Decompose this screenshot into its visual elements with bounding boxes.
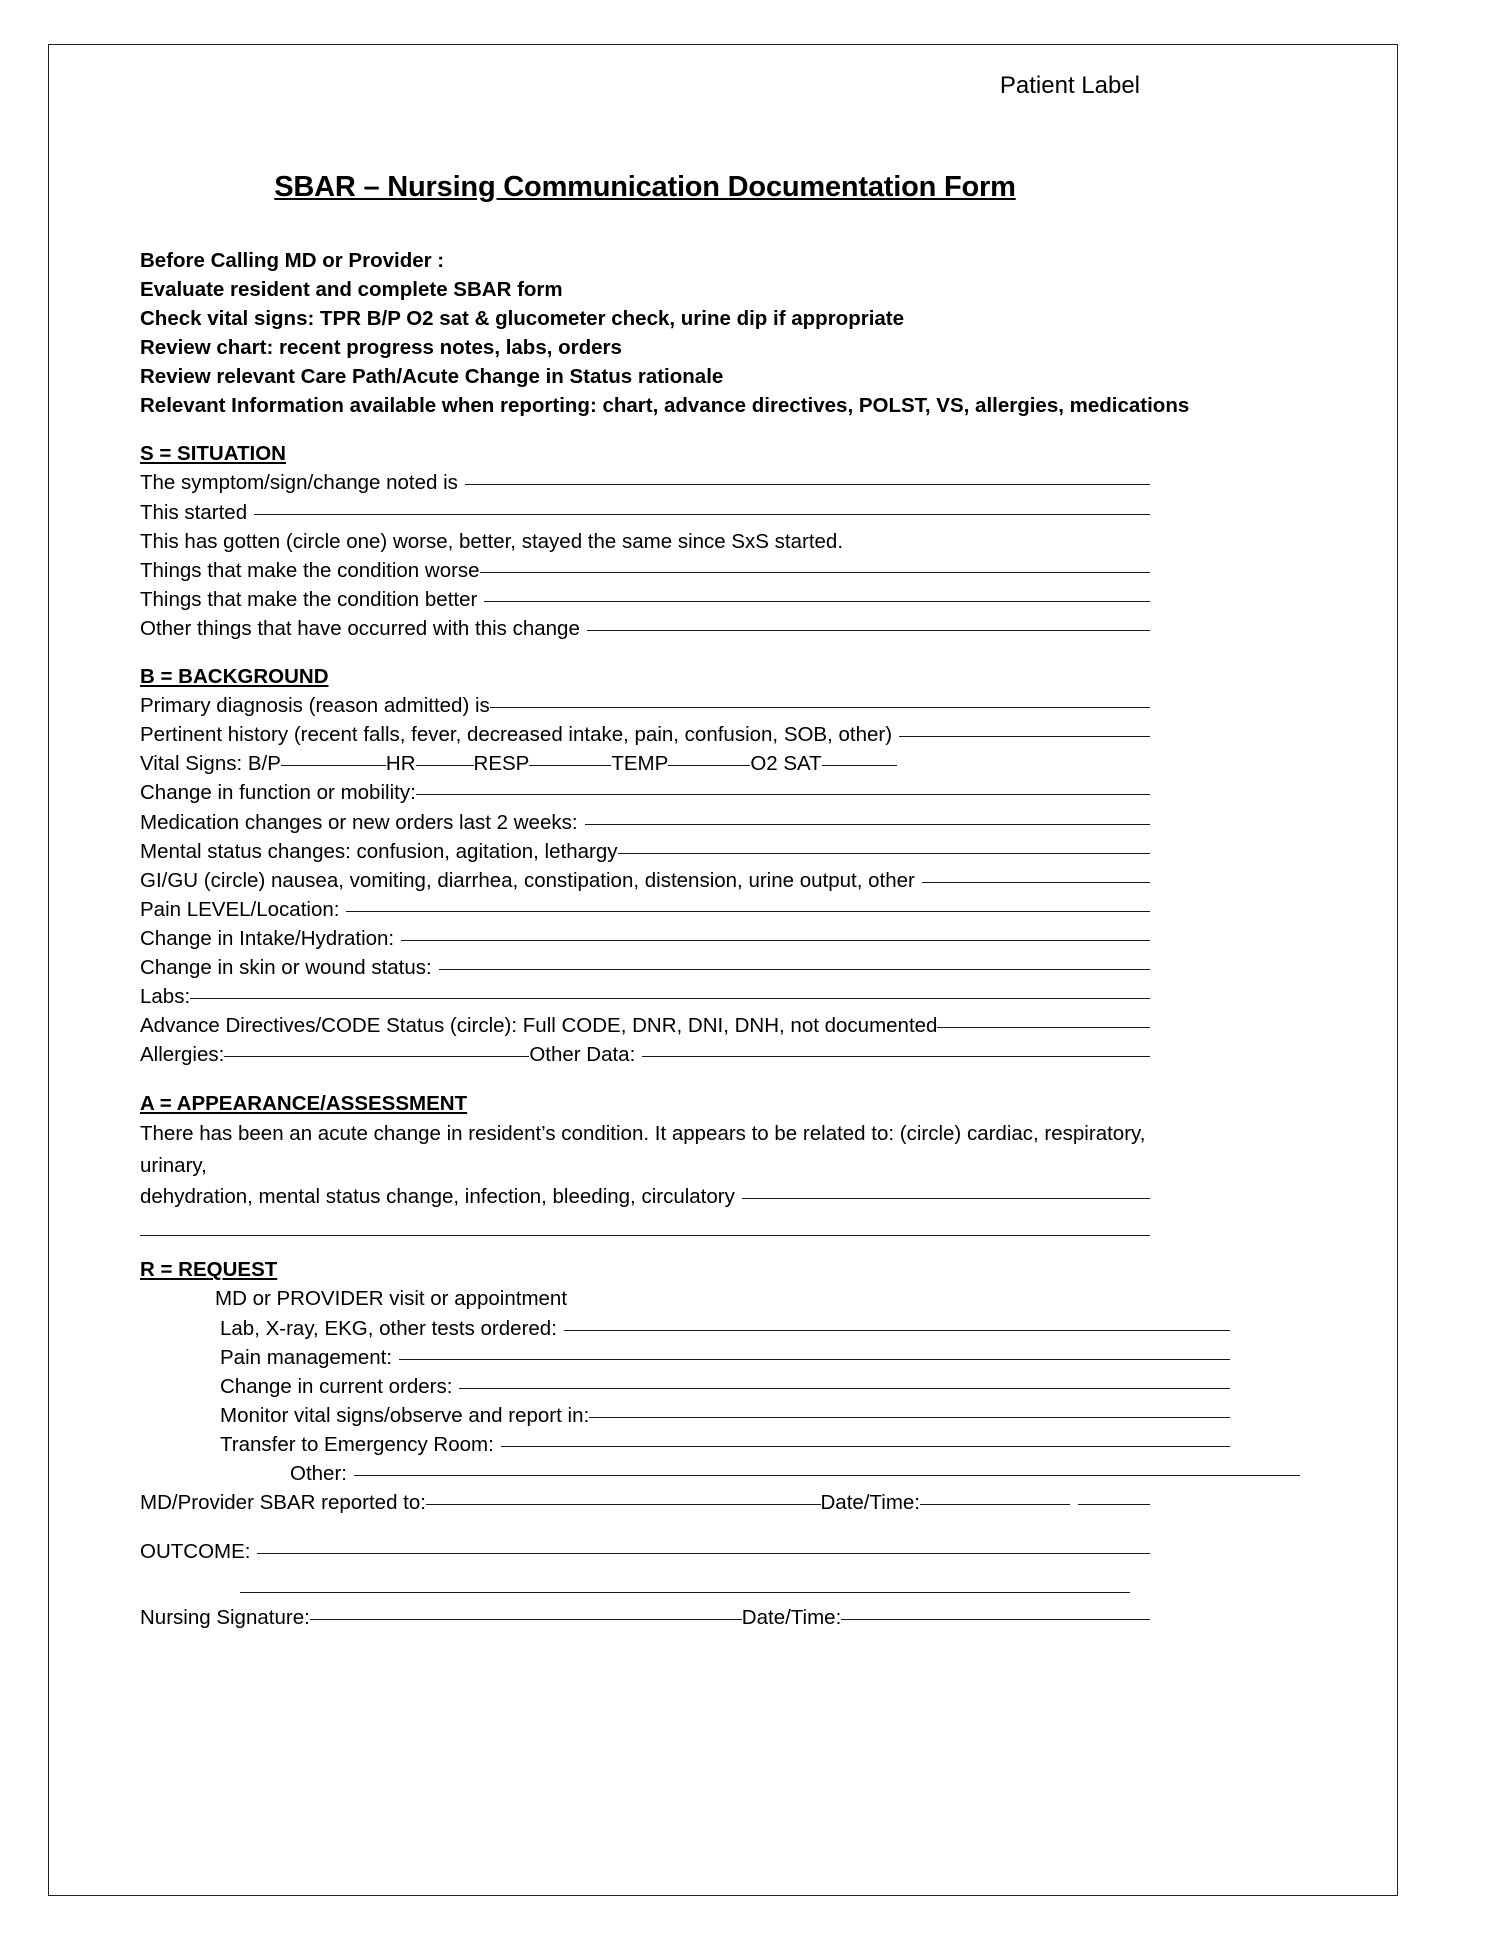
write-in-blank[interactable] bbox=[937, 1027, 1150, 1028]
write-in-blank[interactable] bbox=[587, 630, 1150, 631]
field-this-started bbox=[140, 498, 1150, 527]
outcome-label: OUTCOME: bbox=[140, 1540, 251, 1564]
field-label: Primary diagnosis (reason admitted) is bbox=[140, 694, 490, 718]
field-label: Lab, X-ray, EKG, other tests ordered: bbox=[220, 1316, 557, 1340]
field-advance-directives bbox=[140, 1011, 1150, 1040]
field-label: Pertinent history (recent falls, fever, decreased intake, pain, confusion, SOB, other) bbox=[140, 723, 893, 747]
field-label: dehydration, mental status change, infection, bleeding, circulatory bbox=[140, 1185, 735, 1209]
field-primary-diagnosis bbox=[140, 691, 1150, 720]
instruction-line-3: Check vital signs: TPR B/P O2 sat & glucometer check, urine dip if appropriate bbox=[140, 307, 905, 331]
field-condition-better bbox=[140, 585, 1150, 614]
reported-to-blank[interactable] bbox=[426, 1504, 821, 1505]
field-label: Mental status changes: confusion, agitation, lethargy bbox=[140, 839, 618, 863]
write-in-blank[interactable] bbox=[501, 1446, 1230, 1447]
field-label: This started bbox=[140, 500, 248, 524]
form-content bbox=[140, 60, 1190, 1632]
vitals-temp-label: TEMP bbox=[611, 752, 669, 776]
field-labs bbox=[140, 982, 1150, 1011]
vitals-o2sat-blank[interactable] bbox=[822, 765, 897, 766]
write-in-blank[interactable] bbox=[416, 794, 1150, 795]
write-in-blank[interactable] bbox=[742, 1198, 1150, 1199]
field-pain-level bbox=[140, 895, 1150, 924]
section-heading-request: R = REQUEST bbox=[140, 1258, 278, 1282]
field-label: Change in function or mobility: bbox=[140, 781, 416, 805]
write-in-blank[interactable] bbox=[899, 736, 1150, 737]
vitals-resp-label: RESP bbox=[473, 752, 530, 776]
request-other bbox=[140, 1459, 1300, 1488]
write-in-blank[interactable] bbox=[564, 1330, 1230, 1331]
signature-datetime-blank[interactable] bbox=[841, 1619, 1150, 1620]
vitals-o2sat-label: O2 SAT bbox=[750, 752, 822, 776]
outcome-blank[interactable] bbox=[257, 1553, 1150, 1554]
request-pain-management bbox=[140, 1343, 1230, 1372]
instruction-line-5: Review relevant Care Path/Acute Change in Status rationale bbox=[140, 365, 724, 389]
instruction-line-1: Before Calling MD or Provider : bbox=[140, 248, 445, 272]
section-heading-background: B = BACKGROUND bbox=[140, 665, 329, 689]
write-in-blank[interactable] bbox=[439, 969, 1150, 970]
patient-label: Patient Label bbox=[999, 72, 1140, 99]
field-gi-gu bbox=[140, 866, 1150, 895]
field-label: Pain management: bbox=[220, 1345, 393, 1369]
request-monitor-vitals bbox=[140, 1401, 1230, 1430]
allergies-blank[interactable] bbox=[224, 1056, 529, 1057]
field-label: MD or PROVIDER visit or appointment bbox=[215, 1287, 568, 1311]
field-medication-changes bbox=[140, 808, 1150, 837]
field-label: Other things that have occurred with this change bbox=[140, 617, 580, 640]
field-change-function bbox=[140, 778, 1150, 807]
assessment-continuation-blank[interactable] bbox=[140, 1235, 1150, 1236]
vitals-bp-blank[interactable] bbox=[281, 765, 386, 766]
field-label: Pain LEVEL/Location: bbox=[140, 897, 340, 921]
request-transfer-er bbox=[140, 1430, 1230, 1459]
field-mental-status bbox=[140, 837, 1150, 866]
field-has-gotten bbox=[140, 527, 1150, 556]
write-in-blank[interactable] bbox=[459, 1388, 1230, 1389]
page-title: SBAR – Nursing Communication Documentation Form bbox=[274, 170, 1016, 203]
write-in-blank[interactable] bbox=[618, 853, 1151, 854]
allergies-label: Allergies: bbox=[140, 1043, 225, 1067]
nursing-signature-label: Nursing Signature: bbox=[140, 1606, 310, 1630]
vitals-hr-label: HR bbox=[385, 752, 416, 776]
field-label: Monitor vital signs/observe and report in: bbox=[220, 1403, 590, 1427]
write-in-blank[interactable] bbox=[401, 940, 1150, 941]
field-nursing-signature bbox=[140, 1603, 1150, 1632]
vitals-resp-blank[interactable] bbox=[529, 765, 611, 766]
section-heading-assessment: A = APPEARANCE/ASSESSMENT bbox=[140, 1091, 468, 1115]
reported-date-blank[interactable] bbox=[920, 1504, 1070, 1505]
field-label: Things that make the condition worse bbox=[140, 558, 480, 582]
field-label: This has gotten (circle one) worse, better, stayed the same since SxS started. bbox=[140, 529, 844, 553]
field-skin-wound bbox=[140, 953, 1150, 982]
field-outcome bbox=[140, 1537, 1150, 1566]
reported-time-blank[interactable] bbox=[1078, 1504, 1150, 1505]
write-in-blank[interactable] bbox=[346, 911, 1150, 912]
write-in-blank[interactable] bbox=[585, 824, 1150, 825]
write-in-blank[interactable] bbox=[589, 1417, 1230, 1418]
field-label: The symptom/sign/change noted is bbox=[140, 471, 458, 495]
other-data-label: Other Data: bbox=[529, 1043, 636, 1067]
request-md-visit bbox=[140, 1284, 1225, 1313]
nursing-signature-blank[interactable] bbox=[310, 1619, 742, 1620]
reported-datetime-label: Date/Time: bbox=[820, 1491, 920, 1515]
vitals-temp-blank[interactable] bbox=[668, 765, 750, 766]
instruction-line-2: Evaluate resident and complete SBAR form bbox=[140, 277, 563, 301]
field-label: Advance Directives/CODE Status (circle): Full CODE, DNR, DNI, DNH, not documented bbox=[140, 1014, 938, 1038]
reported-to-label: MD/Provider SBAR reported to: bbox=[140, 1491, 426, 1515]
instructions-block bbox=[140, 246, 1190, 421]
field-label: Labs: bbox=[140, 985, 191, 1009]
field-label: Things that make the condition better bbox=[140, 587, 478, 611]
field-symptom-noted bbox=[140, 468, 1150, 497]
field-intake-hydration bbox=[140, 924, 1150, 953]
request-reported-to bbox=[140, 1488, 1150, 1517]
vitals-prefix-label: Vital Signs: B/P bbox=[140, 752, 281, 776]
write-in-blank[interactable] bbox=[190, 998, 1150, 999]
other-data-blank[interactable] bbox=[642, 1056, 1150, 1057]
field-pertinent-history bbox=[140, 720, 1150, 749]
instruction-line-4: Review chart: recent progress notes, labs, orders bbox=[140, 336, 622, 360]
section-heading-situation: S = SITUATION bbox=[140, 442, 286, 466]
assessment-paragraph-line-2 bbox=[140, 1182, 1150, 1211]
write-in-blank[interactable] bbox=[484, 601, 1150, 602]
request-change-orders bbox=[140, 1372, 1230, 1401]
vitals-hr-blank[interactable] bbox=[416, 765, 474, 766]
field-vital-signs bbox=[140, 749, 1150, 778]
field-label: Change in skin or wound status: bbox=[140, 956, 432, 980]
write-in-blank[interactable] bbox=[922, 882, 1150, 883]
field-other-occurred bbox=[140, 614, 1150, 643]
field-label: GI/GU (circle) nausea, vomiting, diarrhea, constipation, distension, urine output, other bbox=[140, 868, 915, 892]
write-in-blank[interactable] bbox=[480, 572, 1150, 573]
assessment-paragraph-line-1: There has been an acute change in resident’s condition. It appears to be related to: (circle) cardiac, respiratory, urinary, bbox=[140, 1121, 1146, 1177]
field-label: Medication changes or new orders last 2 weeks: bbox=[140, 810, 578, 834]
write-in-blank[interactable] bbox=[465, 484, 1150, 485]
field-label: Other: bbox=[290, 1462, 347, 1486]
signature-datetime-label: Date/Time: bbox=[741, 1606, 842, 1630]
field-allergies-other-data bbox=[140, 1040, 1150, 1069]
instruction-line-6: Relevant Information available when reporting: chart, advance directives, POLST, VS, allergies, medications bbox=[140, 394, 1190, 418]
field-label: Change in Intake/Hydration: bbox=[140, 926, 395, 950]
write-in-blank[interactable] bbox=[399, 1359, 1230, 1360]
field-label: Change in current orders: bbox=[220, 1374, 453, 1398]
write-in-blank[interactable] bbox=[254, 514, 1150, 515]
write-in-blank[interactable] bbox=[354, 1475, 1300, 1476]
write-in-blank[interactable] bbox=[490, 707, 1150, 708]
field-condition-worse bbox=[140, 556, 1150, 585]
request-tests-ordered bbox=[140, 1314, 1230, 1343]
field-label: Transfer to Emergency Room: bbox=[220, 1432, 494, 1456]
